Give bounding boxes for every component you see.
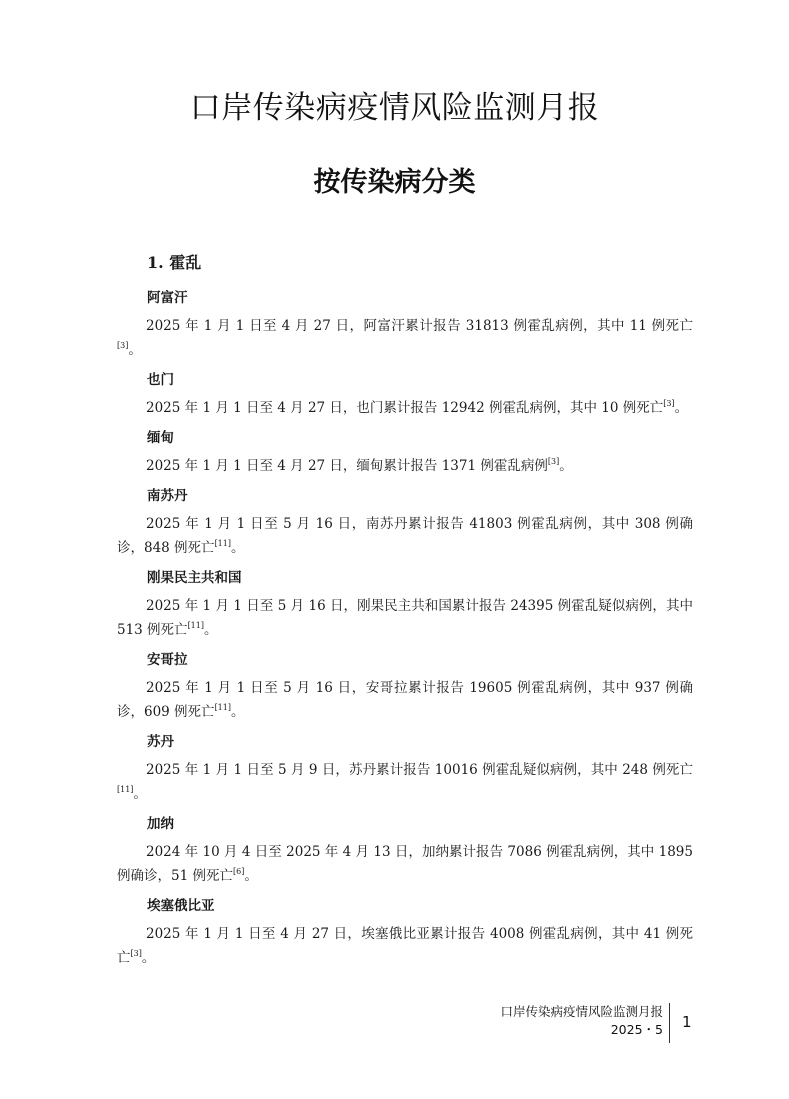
subsection-heading <box>147 252 693 274</box>
report-sentence: 2024 年 10 月 4 日至 2025 年 4 月 13 日，加纳累计报告 7086 例霍乱病例，其中 1895 例确诊，51 例死亡 <box>117 844 693 884</box>
page-number: 1 <box>682 1013 692 1031</box>
report-content <box>117 252 693 978</box>
report-sentence: 2025 年 1 月 1 日至 4 月 27 日，也门累计报告 12942 例霍乱病例，其中 10 例死亡 <box>146 400 664 416</box>
country-entry <box>117 732 693 806</box>
country-entry <box>117 288 693 362</box>
country-entry <box>117 568 693 642</box>
country-entry <box>117 814 693 888</box>
country-heading: 安哥拉 <box>147 652 188 668</box>
country-heading: 南苏丹 <box>147 488 188 504</box>
reference-citation: [3] <box>130 949 142 958</box>
country-entries <box>117 288 693 970</box>
report-sentence: 2025 年 1 月 1 日至 4 月 27 日，阿富汗累计报告 31813 例霍乱病例，其中 11 例死亡 <box>146 318 693 334</box>
country-heading: 也门 <box>147 372 174 388</box>
sentence-end: 。 <box>244 868 258 884</box>
sentence-end: 。 <box>141 950 156 966</box>
country-report-text <box>117 454 693 478</box>
country-heading: 缅甸 <box>147 430 174 446</box>
country-report-text <box>117 314 693 362</box>
page-footer <box>0 1003 789 1045</box>
country-report-text <box>117 840 693 888</box>
country-heading: 苏丹 <box>147 734 174 750</box>
reference-citation: [6] <box>232 867 245 876</box>
subsection-name: 霍乱 <box>169 253 202 272</box>
reference-citation: [11] <box>214 703 231 712</box>
sentence-end: 。 <box>133 786 147 802</box>
report-sentence: 2025 年 1 月 1 日至 4 月 27 日，埃塞俄比亚累计报告 4008 例霍乱病例，其中 41 例死亡 <box>117 926 693 966</box>
reference-citation: [11] <box>187 621 204 630</box>
report-sentence: 2025 年 1 月 1 日至 5 月 16 日，南苏丹累计报告 41803 例霍乱病例，其中 308 例确诊，848 例死亡 <box>117 516 693 556</box>
country-entry <box>117 486 693 560</box>
country-report-text <box>117 922 693 970</box>
report-sentence: 2025 年 1 月 1 日至 5 月 16 日，安哥拉累计报告 19605 例霍乱病例，其中 937 例确诊，609 例死亡 <box>117 680 693 720</box>
report-sentence: 2025 年 1 月 1 日至 4 月 27 日，缅甸累计报告 1371 例霍乱病例 <box>146 458 548 474</box>
country-heading: 埃塞俄比亚 <box>147 898 215 914</box>
reference-citation: [3] <box>547 457 560 466</box>
document-title: 口岸传染病疫情风险监测月报 <box>189 90 600 126</box>
reference-citation: [3] <box>117 341 129 350</box>
reference-citation: [3] <box>663 399 675 408</box>
footer-text <box>500 1003 663 1039</box>
country-heading: 加纳 <box>147 816 174 832</box>
footer-divider <box>669 1003 670 1043</box>
footer-title: 口岸传染病疫情风险监测月报 <box>500 1004 663 1019</box>
sentence-end: 。 <box>203 622 218 638</box>
country-report-text <box>117 758 693 806</box>
country-entry <box>117 428 693 478</box>
sentence-end: 。 <box>559 458 573 474</box>
reference-citation: [11] <box>214 539 231 548</box>
subsection-number: 1. <box>147 253 164 272</box>
country-heading: 阿富汗 <box>147 290 188 306</box>
country-entry <box>117 370 693 420</box>
section-title: 按传染病分类 <box>313 167 476 198</box>
country-report-text <box>117 396 693 420</box>
sentence-end: 。 <box>230 540 245 556</box>
country-report-text <box>117 676 693 724</box>
reference-citation: [11] <box>117 785 134 794</box>
sentence-end: 。 <box>230 704 245 720</box>
footer-issue: 2025・5 <box>610 1022 663 1037</box>
country-heading: 刚果民主共和国 <box>147 570 242 586</box>
country-entry <box>117 650 693 724</box>
country-entry <box>117 896 693 970</box>
sentence-end: 。 <box>674 400 689 416</box>
country-report-text <box>117 512 693 560</box>
sentence-end: 。 <box>128 342 142 358</box>
report-sentence: 2025 年 1 月 1 日至 5 月 16 日，刚果民主共和国累计报告 24395 例霍乱疑似病例，其中 513 例死亡 <box>117 598 693 638</box>
report-sentence: 2025 年 1 月 1 日至 5 月 9 日，苏丹累计报告 10016 例霍乱疑似病例，其中 248 例死亡 <box>146 762 693 778</box>
country-report-text <box>117 594 693 642</box>
